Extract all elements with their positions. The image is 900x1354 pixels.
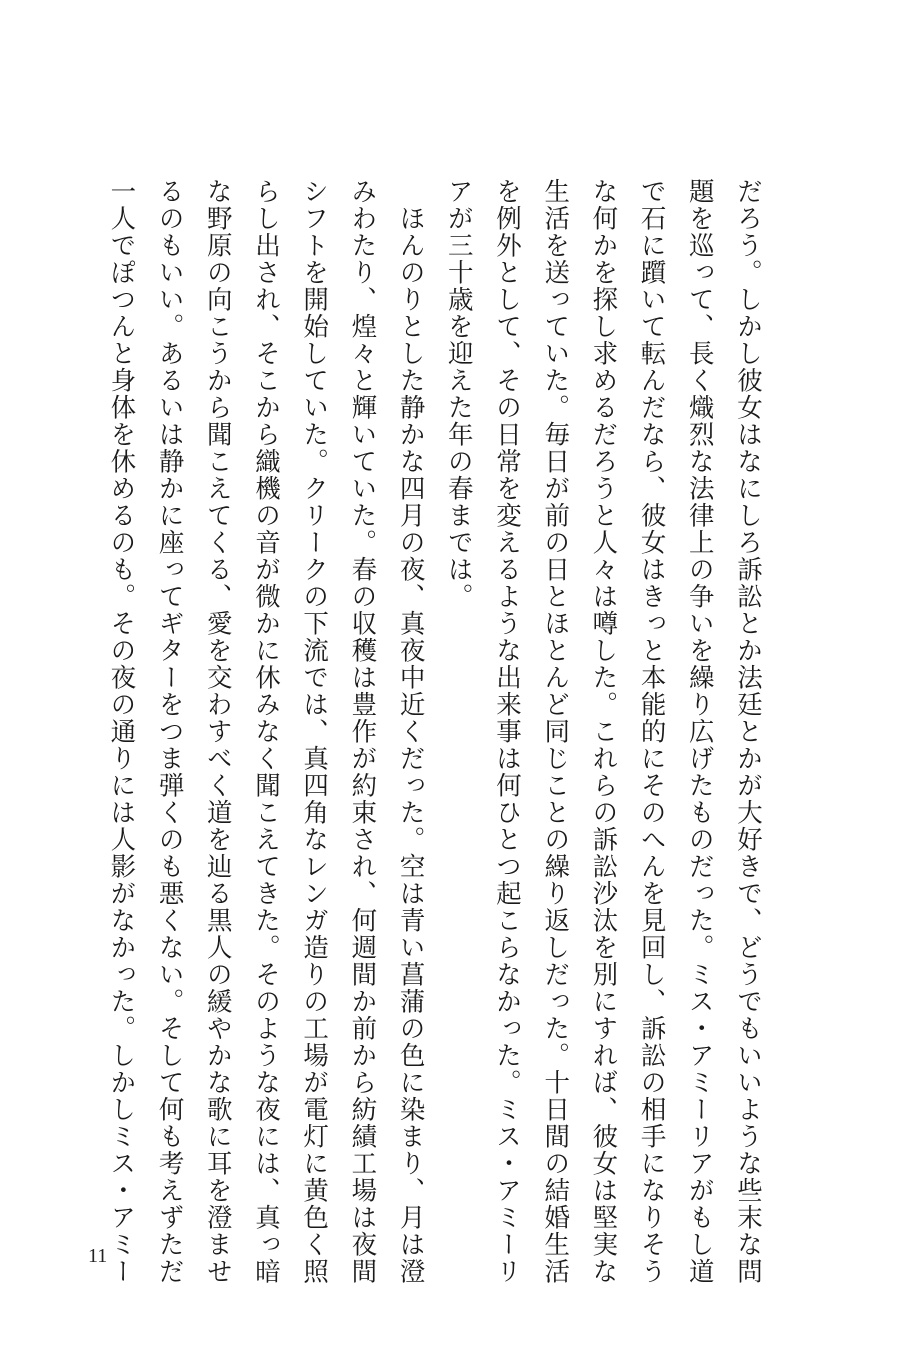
- text-line: 一人でぽつんと身体を休めるのも。その夜の通りには人影がなかった。しかしミス・アミー: [106, 178, 137, 1285]
- text-line: るのもいい。あるいは静かに座ってギターをつま弾くのも悪くない。そして何も考えずただ: [154, 178, 185, 1285]
- text-line: らし出され、そこから織機の音が微かに休みなく聞こえてきた。そのような夜には、真っ暗: [250, 178, 281, 1285]
- text-line: で石に躓いて転んだなら、彼女はきっと本能的にそのへんを見回し、訴訟の相手になりそう: [636, 178, 667, 1285]
- page-number: 11: [88, 1245, 108, 1267]
- text-line: を例外として、その日常を変えるような出来事は何ひとつ起こらなかった。ミス・アミーリ: [491, 178, 522, 1285]
- text-line: アが三十歳を迎えた年の春までは。: [443, 178, 474, 610]
- text-line: 題を巡って、長く熾烈な法律上の争いを繰り広げたものだった。ミス・アミーリアがもし道: [684, 178, 715, 1285]
- text-line: みわたり、煌々と輝いていた。春の収穫は豊作が約束され、何週間か前から紡績工場は夜間: [347, 178, 378, 1285]
- text-line: だろう。しかし彼女はなにしろ訴訟とか法廷とかが大好きで、どうでもいいような些末な問: [733, 178, 763, 1285]
- text-line: 生活を送っていた。毎日が前の日とほとんど同じことの繰り返しだった。十日間の結婚生活: [540, 178, 571, 1285]
- text-line: な野原の向こうから聞こえてくる、愛を交わすべく道を辿る黒人の緩やかな歌に耳を澄ませ: [202, 178, 233, 1285]
- text-line: ほんのりとした静かな四月の夜、真夜中近くだった。空は青い菖蒲の色に染まり、月は澄: [395, 178, 426, 1285]
- text-line: シフトを開始していた。クリークの下流では、真四角なレンガ造りの工場が電灯に黄色く照: [299, 178, 330, 1285]
- text-line: な何かを探し求めるだろうと人々は噂した。これらの訴訟沙汰を別にすれば、彼女は堅実な: [588, 178, 619, 1285]
